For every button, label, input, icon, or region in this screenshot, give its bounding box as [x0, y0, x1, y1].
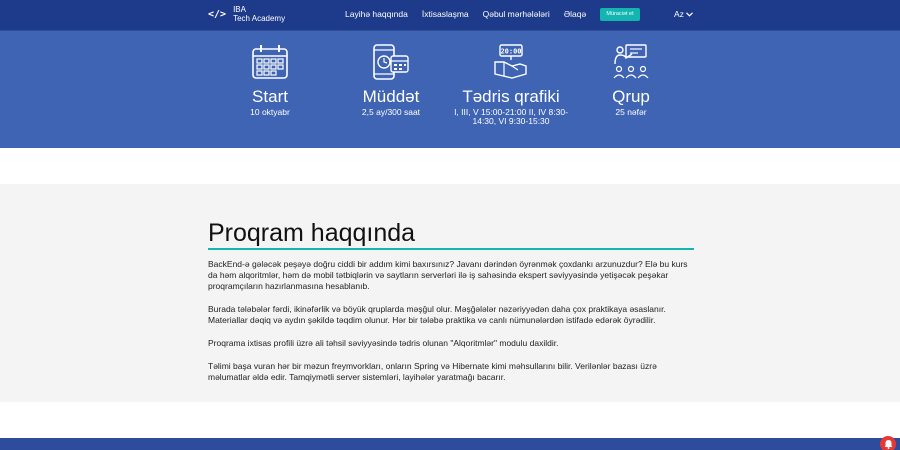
- language-label: Az: [674, 9, 684, 19]
- logo-line-2: Tech Academy: [233, 14, 286, 23]
- banner-divider: [0, 30, 900, 31]
- about-paragraph-1: BackEnd-ə gələcək peşəyə doğru ciddi bir addım kimi baxırsınız? Javanı dərindən öyrənmək çoxdankı arzunuzdur? Elə bu kurs da həm alqoritmlər, həm də mobil tətbiqlərin və saytların serverləri ilə iş sahəsində ekspert səviyyəsində yetişəcək peşəkar proqramçıların hazırlanmasına hesablanıb.: [208, 259, 688, 291]
- main-nav: [345, 9, 600, 19]
- presenter-group-icon: [612, 44, 650, 80]
- schedule-clock-text: 20:00: [500, 47, 522, 56]
- feature-duration: [345, 44, 437, 117]
- feature-start-subtitle: 10 oktyabr: [250, 107, 290, 117]
- notification-button[interactable]: [880, 436, 896, 450]
- nav-contact[interactable]: Əlaqə: [563, 9, 587, 19]
- phone-calendar-icon: [371, 44, 411, 80]
- feature-schedule-title: Tədris qrafiki: [462, 87, 560, 106]
- about-paragraph-4: Təlimi başa vuran hər bir məzun freymvorkları, onların Spring və Hibernate kimi məhsullarını bilir. Verilənlər bazası üzrə məlumatlar əldə edir. Tamqiymətli server sistemləri, layihələr yaratmağı bacarır.: [208, 361, 657, 382]
- code-brackets-icon: </>: [208, 8, 227, 20]
- feature-group: [598, 44, 664, 117]
- about-paragraph-3: Proqrama ixtisas profili üzrə ali təhsil səviyyəsində tədris olunan "Alqoritmlər" modulu daxildir.: [208, 338, 559, 348]
- logo-text: [233, 5, 285, 23]
- apply-button[interactable]: Müraciət et: [600, 8, 640, 21]
- feature-start-title: Start: [252, 87, 288, 106]
- logo-line-1: IBA: [233, 5, 246, 14]
- about-title: Proqram haqqında: [208, 219, 416, 247]
- about-paragraph-2: Burada tələbələr fərdi, ikinəfərlik və böyük qruplarda məşğul olur. Məşğələlər nəzəriyyədən daha çox praktikaya əsaslanır. Materiallar dəqiq və aydın şəkildə təqdim olunur. Hər bir tələbə praktika və canlı nümunələrdən istifadə edərək öyrədilir.: [208, 304, 666, 325]
- nav-admission-stages[interactable]: Qəbul mərhələləri: [482, 9, 550, 19]
- nav-specialization[interactable]: İxtisaslaşma: [421, 9, 469, 19]
- top-navbar: [0, 0, 900, 30]
- title-underline: [208, 248, 694, 250]
- language-selector[interactable]: [674, 9, 693, 19]
- feature-duration-subtitle: 2,5 ay/300 saat: [361, 107, 421, 117]
- course-info-banner: [0, 30, 900, 148]
- feature-duration-title: Müddət: [362, 87, 420, 106]
- calendar-icon: [251, 44, 289, 80]
- feature-start: [230, 44, 310, 117]
- chevron-down-icon: [686, 12, 693, 17]
- next-section-strip: [0, 438, 900, 450]
- clock-hand-icon: [492, 44, 530, 80]
- bell-icon: [884, 439, 893, 449]
- nav-about-project[interactable]: Layihə haqqında: [345, 9, 408, 19]
- feature-schedule-subtitle: I, III, V 15:00-21:00 II, IV 8:30-14:30, VI 9:30-15:30: [454, 107, 568, 126]
- about-body: [208, 259, 696, 395]
- feature-schedule: [452, 44, 570, 126]
- feature-group-subtitle: 25 nəfər: [615, 107, 647, 117]
- feature-group-title: Qrup: [612, 87, 650, 106]
- site-logo[interactable]: [208, 5, 285, 23]
